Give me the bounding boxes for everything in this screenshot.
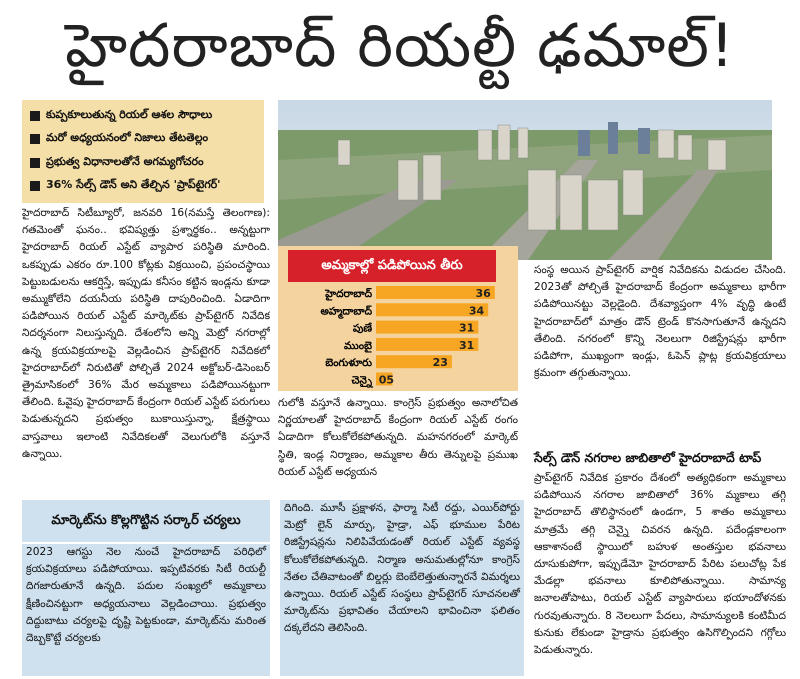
value-label: 34 <box>468 304 485 318</box>
highlight-item <box>30 104 256 128</box>
highlight-item <box>30 175 256 199</box>
sub-headline: సేల్స్ డౌన్ నగరాల జాబితాలో హైదరాబాదే టాప్ <box>534 450 762 465</box>
article-paragraph: సంస్థ అయిన ప్రాప్‌టైగర్ వార్షిక నివేదికను విడుదల చేసింది. 2023తో పోల్చితే హైదరాబాద్ కేంద్రంగా అమ్మకాలు భారీగా పడిపోయినట్టు వెల్లడైంది. దేశవ్యాప్తంగా 4% వృద్ధి ఉంటే హైదరాబాద్‌లో మాత్రం డౌన్ ట్రెండ్ కొనసాగుతూనే ఉన్నదని తేలింది. నగరంలో కొన్ని నెలలుగా రిజిస్ట్రేషన్లు భారీగా పడిపోగా, ముఖ్యంగా ఇండ్లు, ఓపెన్ ప్లాట్ల క్రయవిక్రయాలు క్రమంగా తగ్గుతున్నాయి. <box>534 264 786 380</box>
highlight-text: ప్రభుత్వ విధానాలతోనే అగమ్యగోచరం <box>46 154 204 168</box>
article-paragraph: 2023 ఆగస్టు నెల నుంచే హైదరాబాద్ పరిధిలో క్రయవిక్రయాలు పడిపోయాయి. ఇప్పటివరకు సిటీ రియల్టీ దిగజారుతూనే ఉన్నది. పదుల సంఖ్యలో అమ్మకాలు క్షీణించినట్టుగా అధ్యయనాలు వెల్లడించాయి. ప్రభుత్వం దిద్దుబాటు చర్యలపై దృష్టి పెట్టకుండా, మార్కెట్‌ను మరింత దెబ్బకొట్టే చర్యలకు <box>26 546 266 645</box>
value-label: 31 <box>458 321 475 335</box>
square-bullet-icon <box>30 158 40 168</box>
highlight-item <box>30 128 256 152</box>
article-paragraph: దిగింది. మూసీ ప్రక్షాళన, ఫార్మా సిటీ రద్దు, ఎయిర్‌పోర్టు మెట్రో లైన్ మార్పు, హైడ్రా, ఎఫ్ భూముల పేరిట రిజిస్ట్రేషన్లను నిలిపివేయడంతో రియల్ ఎస్టేట్ వ్యవస్థ కోలుకోలేకపోతున్నది. నిర్మాణ అనుమతుల్లోనూ కాంగ్రెస్ నేతల చేతివాటంతో బిల్డర్లు బెంబేలెత్తుతున్నారనే విమర్శలు ఉన్నాయి. రియల్ ఎస్టేట్ సంస్థలు ప్రాప్‌టైగర్ సూచనలతో మార్కెట్‌ను ప్రభావితం చేయాలని భావించినా ఫలితం దక్కలేదని తెలిసింది. <box>284 502 520 635</box>
highlights-box <box>22 100 264 203</box>
category-label: అహ్మదాబాద్ <box>320 305 372 318</box>
value-label: 31 <box>458 338 475 352</box>
headline: హైదరాబాద్ రియల్టీ ఢమాల్! <box>65 11 735 81</box>
article-paragraph: గులోకి వస్తూనే ఉన్నాయి. కాంగ్రెస్ ప్రభుత్వం అనాలోచిత నిర్ణయాలతో హైదరాబాద్ కేంద్రంగా రియల్ ఎస్టేట్ రంగం ఏడాదిగా కోలుకోలేకపోతున్నది. మహనగరంలో మార్కెట్ స్థితి, ఇండ్ల నిర్మాణం, అమ్మకాల తీరు తెన్నులపై ప్రముఖ రియల్ ఎస్టేట్ అధ్యయన <box>278 397 518 478</box>
chart-plot <box>278 246 518 391</box>
highlight-text: మరో అధ్యయనంలో నిజాలు తేటతెల్లం <box>46 131 209 145</box>
category-label: హైదరాబాద్ <box>325 288 372 300</box>
article-column-3 <box>534 262 786 448</box>
category-label: చెన్నై <box>351 374 372 387</box>
value-label: 05 <box>378 373 394 387</box>
article-column-2 <box>278 395 518 495</box>
article-paragraph: హైదరాబాద్ సిటీబ్యూరో, జనవరి 16(నమస్తే తెలంగాణ): గతమెంతో ఘనం.. భవిష్యత్తు ప్రశ్నార్థకం.. అన్నట్టుగా హైదరాబాద్ రియల్ ఎస్టేట్ వ్యాపార పరిస్థితి మారింది. ఒకప్పుడు ఎకరం రూ.100 కోట్లకు విక్రయించి, ప్రపంచస్థాయి పెట్టుబడులను ఆకర్షిస్తే, ఇప్పుడు కనీసం కట్టిన ఇండ్లను కూడా అమ్ముకోలేని దయనీయ పరిస్థితి దాపురించింది. ఏడాదిగా పడిపోయిన రియల్ ఎస్టేట్ మార్కెట్‌కు ప్రాప్‌టైగర్ నివేదిక నిదర్శనంగా నిలుస్తున్నది. దేశంలోని అన్ని మెట్రో నగరాల్లో ఉన్న క్రయవిక్రయాలపై వెల్లడించిన ప్రాప్‌టైగర్ నివేదికలో హైదరాబాద్‌లో నిరుటితో పోల్చితే 2024 అక్టోబర్-డిసెంబర్ త్రైమాసికంలో 36% మేర అమ్మకాలు పడిపోయినట్టుగా తేలింది. ఓవైపు హైదరాబాద్ కేంద్రంగా రియల్ ఎస్టేట్ పరుగులు పెడుతున్నదని ప్రభుత్వం బుకాయిస్తున్నా, క్షేత్రస్థాయి వాస్తవాలు ఇలాంటి నివేదికలతో వెలుగులోకి వస్తూనే ఉన్నాయి. <box>22 207 270 460</box>
highlight-text: కుప్పకూలుతున్న రియల్ ఆశల సౌధాలు <box>46 107 213 121</box>
city-skyline-photo <box>278 100 772 260</box>
section-heading: మార్కెట్‌ను కొల్లగొట్టిన సర్కార్ చర్యలు <box>51 513 241 528</box>
square-bullet-icon <box>30 111 40 121</box>
value-label: 23 <box>432 356 448 370</box>
square-bullet-icon <box>30 134 40 144</box>
category-label: పుణే <box>352 322 372 335</box>
highlight-text: 36% సేల్స్ డౌన్ అని తేల్చిన 'ప్రాప్‌టైగర్' <box>46 178 221 192</box>
square-bullet-icon <box>30 181 40 191</box>
highlight-item <box>30 151 256 175</box>
article-paragraph: ప్రాప్‌టైగర్ నివేదిక ప్రకారం దేశంలో అత్యధికంగా అమ్మకాలు పడిపోయిన నగరాల జాబితాలో 36% మ్మకాలు తగ్గి హైదరాబాద్ తొలిస్థానంలో ఉండగా, 5 శాతం అమ్మకాలు మాత్రమే తగ్గి చెన్నై చివరన ఉన్నది. పదేండ్లకాలంగా ఆకాశానంటే స్థాయిలో బహుళ అంతస్తుల భవనాలు దూసుకుపోగా, ఇప్పుడేమో హైదరాబాద్ పేరిట పలుచోట్ల పేక మేడల్లా భవనాలు కూలిపోతున్నాయి. సామాన్య జనాలతోపాటు, రియల్ ఎస్టేట్ వ్యాపారులు భయాందోళనకు గురవుతున్నారు. 8 నెలలుగా పేదలు, సామాన్యులకి కంటిమీద కునుకు లేకుండా హైడ్రాను ప్రభుత్వం ఉసిగొల్పిందని గగ్గోలు పెడుతున్నారు. <box>534 472 786 657</box>
section-heading-box <box>22 500 270 542</box>
article-column-2b <box>280 500 524 676</box>
category-label: ముంబై <box>344 339 372 352</box>
chart-title: అమ్మకాల్లో పడిపోయిన తీరు <box>288 250 496 282</box>
sales-decline-chart <box>278 246 518 391</box>
article-column-1 <box>22 205 270 493</box>
article-column-3b <box>534 470 786 675</box>
value-label: 36 <box>475 287 491 300</box>
article-column-1b <box>22 544 270 676</box>
category-label: బెంగుళూరు <box>325 357 372 370</box>
